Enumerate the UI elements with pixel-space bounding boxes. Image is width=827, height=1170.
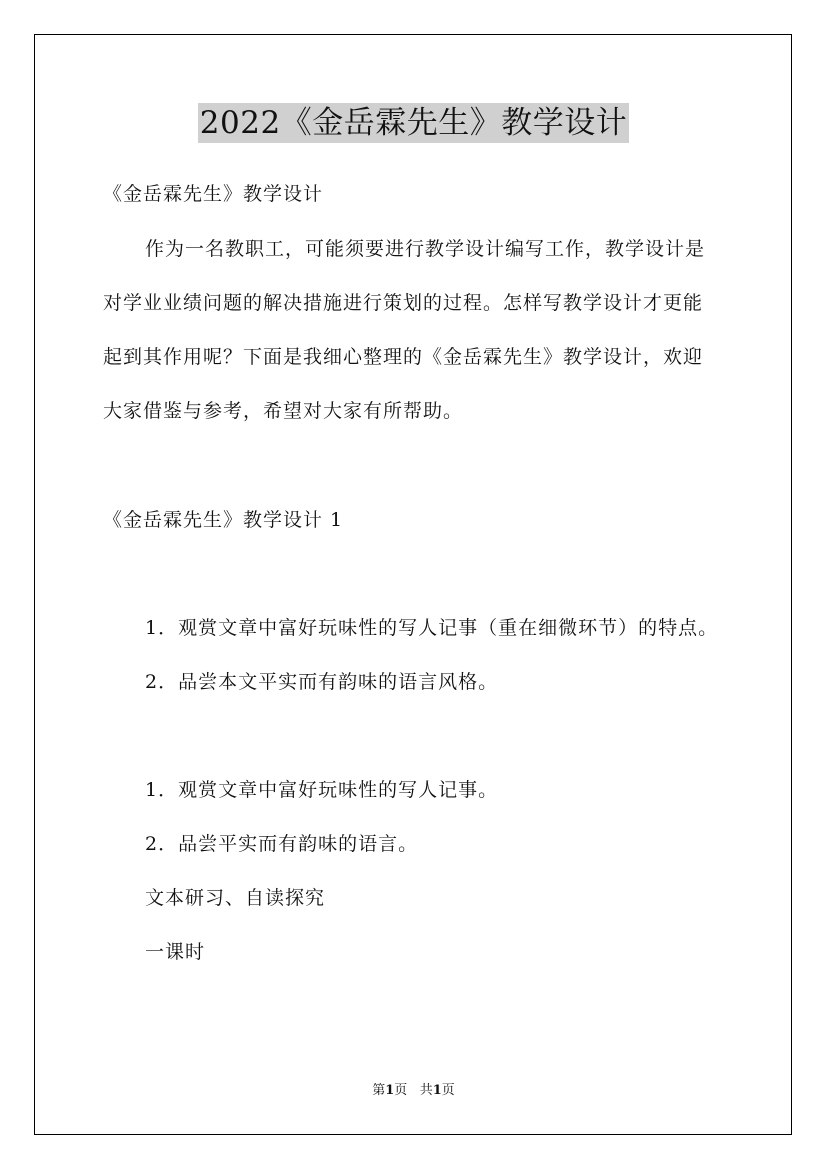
intro-line-3: 起到其作用呢？下面是我细心整理的《金岳霖先生》教学设计，欢迎 [103,346,704,368]
subtitle: 《金岳霖先生》教学设计 [103,183,324,205]
goal-item-1: 1．观赏文章中富好玩味性的写人记事（重在细微环节）的特点。 [145,617,719,639]
footer-page-prefix: 第 [372,1083,386,1098]
footer-total-number: 1 [432,1083,442,1098]
intro-line-2: 对学业业绩问题的解决措施进行策划的过程。怎样写教学设计才更能 [103,292,704,314]
footer-total-suffix: 页 [441,1083,455,1098]
key-point-1: 1．观赏文章中富好玩味性的写人记事。 [145,779,499,801]
document-title-wrap [0,103,827,143]
intro-line-4: 大家借鉴与参考，希望对大家有所帮助。 [103,400,464,422]
teaching-method: 文本研习、自读探究 [145,887,326,909]
section-heading: 《金岳霖先生》教学设计 1 [103,509,344,531]
goal-item-2: 2．品尝本文平实而有韵味的语言风格。 [145,671,499,693]
class-period: 一课时 [145,941,206,963]
key-point-2: 2．品尝平实而有韵味的语言。 [145,833,419,855]
page-footer [0,1083,827,1099]
footer-page-number: 1 [385,1083,395,1098]
document-title: 2022《金岳霖先生》教学设计 [199,105,628,141]
intro-line-1: 作为一名教职工，可能须要进行教学设计编写工作，教学设计是 [145,238,706,260]
footer-page-suffix: 页 [394,1083,408,1098]
footer-total-prefix: 共 [419,1083,433,1098]
